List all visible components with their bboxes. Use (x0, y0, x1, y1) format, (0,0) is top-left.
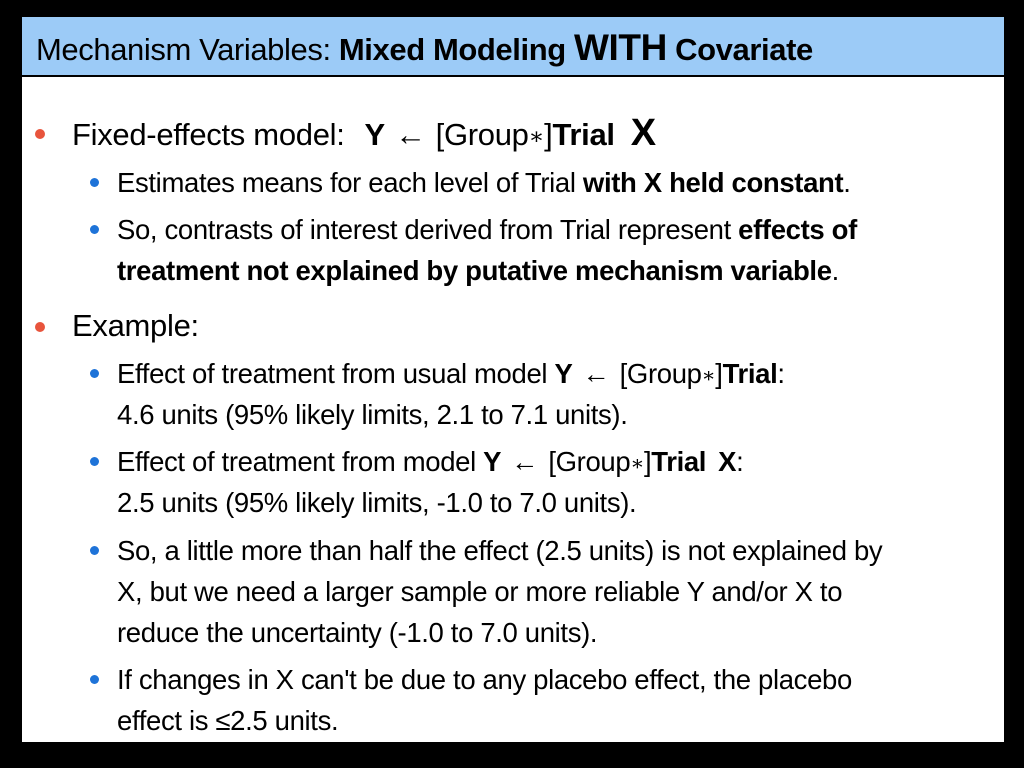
bullet-model-x-line1: Effect of treatment from model Y ← [Group∗]Trial X: (117, 446, 744, 477)
bullet-half-effect-line1: So, a little more than half the effect (2.5 units) is not explained by (117, 535, 883, 566)
bullet-contrasts-line2: treatment not explained by putative mechanism variable. (117, 255, 839, 286)
slide-title: Mechanism Variables: Mixed Modeling WITH Covariate (36, 27, 813, 68)
bullet-placebo-line1: If changes in X can't be due to any placebo effect, the placebo (117, 664, 852, 695)
bullet-usual-model-line1: Effect of treatment from usual model Y ← [Group∗]Trial: (117, 358, 785, 389)
bullet-dot (90, 457, 99, 466)
bullet-placebo-line2: effect is ≤2.5 units. (117, 705, 339, 736)
bullet-dot (90, 369, 99, 378)
bullet-dot (35, 322, 45, 332)
bullet-dot (90, 675, 99, 684)
bullet-dot (90, 178, 99, 187)
bullet-dot (35, 129, 45, 139)
bullet-usual-model-line2: 4.6 units (95% likely limits, 2.1 to 7.1 units). (117, 399, 628, 430)
bullet-contrasts-line1: So, contrasts of interest derived from Trial represent effects of (117, 214, 857, 245)
slide (22, 17, 1004, 742)
bullet-example: Example: (72, 308, 199, 343)
bullet-dot (90, 546, 99, 555)
bullet-model-x-line2: 2.5 units (95% likely limits, -1.0 to 7.0 units). (117, 487, 637, 518)
bullet-half-effect-line2: X, but we need a larger sample or more reliable Y and/or X to (117, 576, 843, 607)
bullet-estimates-means: Estimates means for each level of Trial with X held constant. (117, 167, 851, 198)
title-bar (22, 17, 1004, 77)
bullet-half-effect-line3: reduce the uncertainty (-1.0 to 7.0 units). (117, 617, 598, 648)
bullet-dot (90, 225, 99, 234)
bullet-fixed-effects: Fixed-effects model: Y ← [Group∗]Trial X (72, 112, 656, 154)
